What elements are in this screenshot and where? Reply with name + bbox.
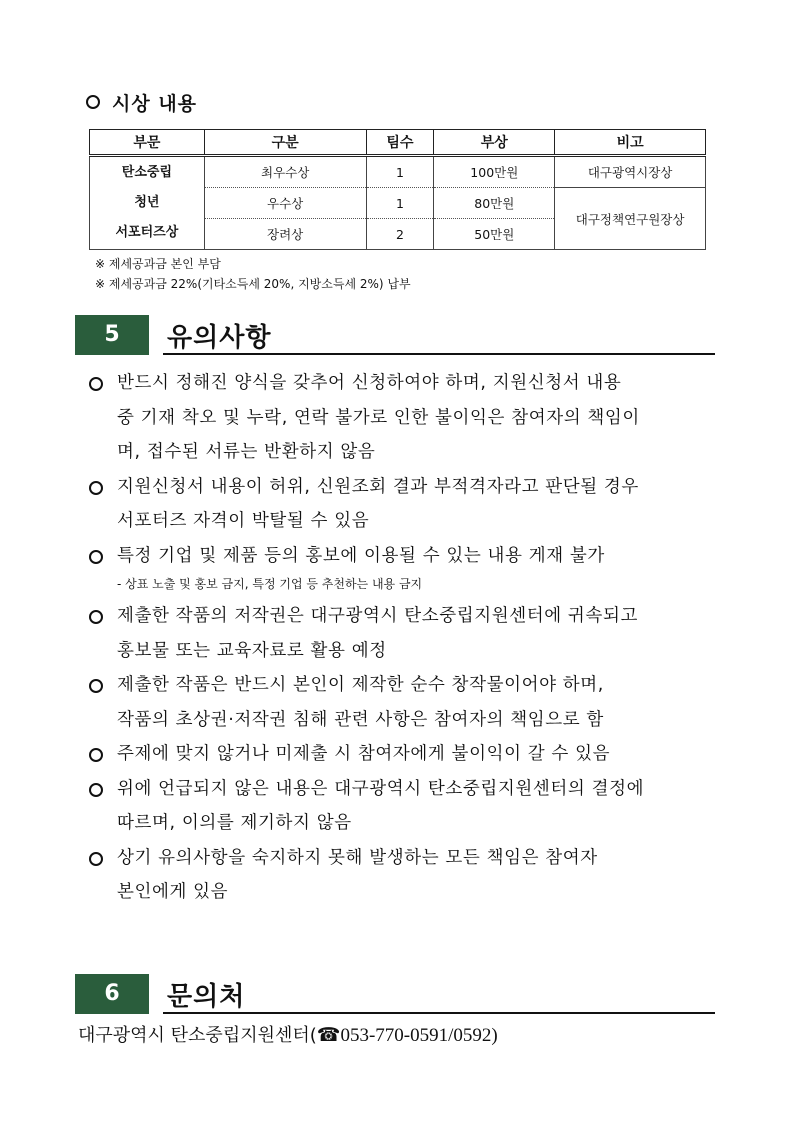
header-cell: 팀수: [366, 130, 434, 156]
section-number: 5: [75, 315, 149, 355]
team-count-cell: 1: [366, 188, 434, 219]
header-cell: 부문: [90, 130, 205, 156]
circle-bullet-icon: [89, 679, 103, 693]
award-type-cell: 우수상: [204, 188, 366, 219]
team-count-cell: 2: [366, 219, 434, 250]
section-5-heading: [75, 315, 715, 355]
item-line: 작품의 초상권·저작권 침해 관련 사항은 참여자의 책임으로 함: [117, 709, 604, 730]
list-item: [88, 539, 720, 574]
team-count-cell: 1: [366, 156, 434, 188]
section-title: 유의사항: [167, 323, 272, 353]
list-item: [88, 599, 720, 668]
category-line: 서포터즈상: [115, 225, 179, 240]
item-line: 지원신청서 내용이 허위, 신원조회 결과 부적격자라고 판단될 경우: [117, 476, 639, 497]
circle-bullet-icon: [89, 610, 103, 624]
item-line: 반드시 정해진 양식을 갖추어 신청하여야 하며, 지원신청서 내용: [117, 373, 622, 393]
header-cell: 비고: [555, 130, 706, 156]
section-rule: [163, 353, 715, 355]
tax-note: ※ 제세공과금 22%(기타소득세 20%, 지방소득세 2%) 납부: [95, 277, 411, 291]
circle-bullet-icon: [89, 550, 103, 564]
circle-bullet-icon: [89, 783, 103, 797]
sub-item: - 상표 노출 및 홍보 금지, 특정 기업 등 추천하는 내용 금지: [117, 577, 423, 591]
award-type-cell: 장려상: [204, 219, 366, 250]
item-line: 특정 기업 및 제품 등의 홍보에 이용될 수 있는 내용 게재 불가: [117, 545, 605, 566]
section-number: 6: [75, 974, 149, 1014]
item-line: 주제에 맞지 않거나 미제출 시 참여자에게 불이익이 갈 수 있음: [117, 744, 611, 764]
contact-phone: ☎053-770-0591/0592): [316, 1025, 498, 1046]
list-item: [88, 737, 720, 772]
table-row: [90, 156, 706, 188]
item-line: 상기 유의사항을 숙지하지 못해 발생하는 모든 책임은 참여자: [117, 847, 598, 868]
item-line: 서포터즈 자격이 박탈될 수 있음: [117, 511, 370, 531]
item-line: 며, 접수된 서류는 반환하지 않음: [117, 442, 376, 462]
award-table: [89, 129, 706, 250]
table-header-row: [90, 130, 706, 156]
item-line: 위에 언급되지 않은 내용은 대구광역시 탄소중립지원센터의 결정에: [117, 778, 645, 799]
contact-org: 대구광역시 탄소중립지원센터(: [78, 1025, 317, 1046]
header-cell: 부상: [434, 130, 555, 156]
prize-cell: 80만원: [434, 188, 555, 219]
circle-bullet-icon: [86, 95, 100, 109]
contact-info: [78, 1021, 498, 1047]
list-item: [88, 470, 720, 539]
remark-cell: 대구광역시장상: [555, 156, 706, 188]
list-item: [88, 366, 720, 470]
list-item: [88, 841, 720, 910]
circle-bullet-icon: [89, 748, 103, 762]
item-line: 홍보물 또는 교육자료로 활용 예정: [117, 640, 387, 661]
header-cell: 구분: [204, 130, 366, 156]
award-type-cell: 최우수상: [204, 156, 366, 188]
award-heading: 시상 내용: [86, 89, 197, 116]
caution-list: [88, 366, 720, 910]
tax-notes: [95, 254, 411, 294]
list-item: [88, 772, 720, 841]
section-6-heading: [75, 974, 715, 1014]
section-title: 문의처: [167, 982, 246, 1012]
item-line: 중 기재 착오 및 누락, 연락 불가로 인한 불이익은 참여자의 책임이: [117, 407, 640, 428]
circle-bullet-icon: [89, 377, 103, 391]
item-line: 본인에게 있음: [117, 882, 229, 902]
prize-cell: 100만원: [434, 156, 555, 188]
circle-bullet-icon: [89, 852, 103, 866]
category-line: 청년: [134, 195, 160, 210]
prize-cell: 50만원: [434, 219, 555, 250]
category-cell: [90, 156, 205, 250]
list-item: [88, 668, 720, 737]
item-line: 따르며, 이의를 제기하지 않음: [117, 813, 352, 833]
category-line: 탄소중립: [121, 165, 173, 180]
remark-cell: 대구정책연구원장상: [555, 188, 706, 250]
section-rule: [163, 1012, 715, 1014]
item-line: 제출한 작품의 저작권은 대구광역시 탄소중립지원센터에 귀속되고: [117, 606, 638, 626]
item-line: 제출한 작품은 반드시 본인이 제작한 순수 창작물이어야 하며,: [117, 675, 604, 695]
circle-bullet-icon: [89, 481, 103, 495]
tax-note: ※ 제세공과금 본인 부담: [95, 257, 221, 271]
